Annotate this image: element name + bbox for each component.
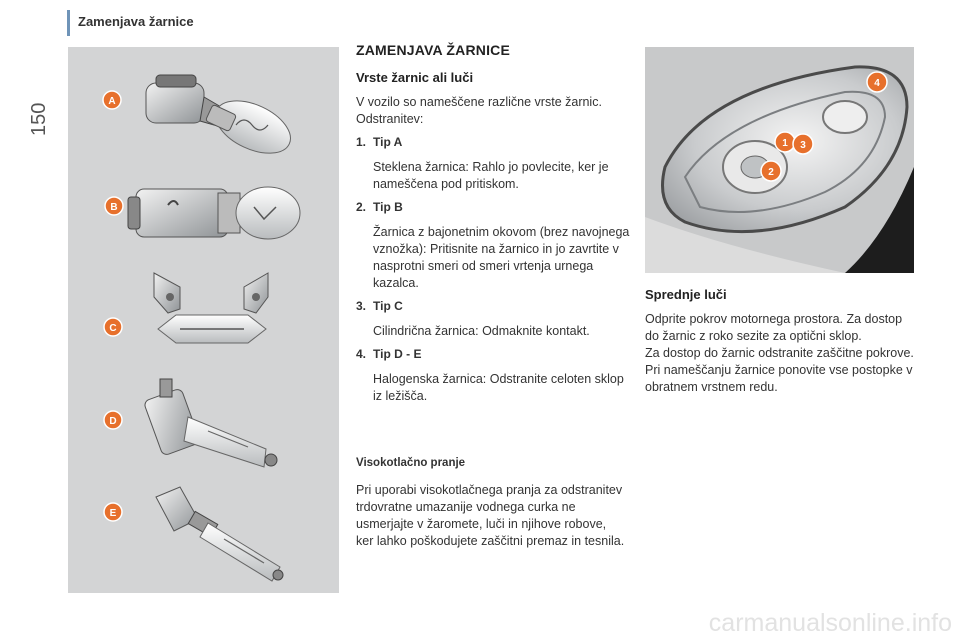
bulb-label-c	[104, 318, 122, 336]
bulb-a-illustration	[146, 75, 299, 164]
bulb-label-b	[105, 197, 123, 215]
bulb-label-a	[103, 91, 121, 109]
watermark: carmanualsonline.info	[708, 609, 952, 637]
list-item	[356, 134, 631, 193]
list-item	[356, 199, 631, 292]
headlight-photo	[645, 47, 914, 273]
type-name: Tip B	[373, 200, 403, 214]
intro-paragraph: V vozilo so nameščene različne vrste žarnic. Odstranitev:	[356, 95, 602, 126]
svg-text:1: 1	[782, 138, 788, 149]
bulb-c-illustration	[154, 273, 268, 343]
type-name: Tip D - E	[373, 347, 422, 361]
header-accent-bar	[67, 10, 70, 36]
type-name: Tip C	[373, 299, 403, 313]
section-title: ZAMENJAVA ŽARNICE	[356, 42, 511, 58]
svg-text:B: B	[110, 202, 118, 213]
headlight-illustration	[645, 47, 914, 273]
type-number: 1.	[356, 135, 367, 149]
bulb-label-d	[104, 411, 122, 429]
page-header-title: Zamenjava žarnice	[78, 14, 194, 29]
main-text-column	[356, 42, 631, 405]
type-number: 3.	[356, 299, 367, 313]
bulb-b-illustration	[128, 187, 300, 239]
type-description: Halogenska žarnica: Odstranite celoten sklop iz ležišča.	[373, 372, 624, 403]
type-number: 4.	[356, 347, 367, 361]
type-description: Žarnica z bajonetnim okovom (brez navojnega vznožka): Pritisnite na žarnico in jo zavrtite v nasprotni smeri od smeri vrtenja urnega kazalca.	[373, 225, 630, 290]
front-lights-paragraph-1: Odprite pokrov motornega prostora. Za dostop do žarnic z roko sezite za optični sklop.	[645, 312, 903, 343]
page-number: 150	[28, 102, 50, 136]
subsection-title: Vrste žarnic ali luči	[356, 70, 474, 85]
svg-text:3: 3	[800, 140, 806, 151]
type-description: Steklena žarnica: Rahlo jo povlecite, ker je nameščena pod pritiskom.	[373, 160, 609, 191]
type-number: 2.	[356, 200, 367, 214]
front-lights-title: Sprednje luči	[645, 287, 727, 302]
list-item	[356, 298, 631, 340]
note-title: Visokotlačno pranje	[356, 457, 466, 469]
svg-text:A: A	[108, 96, 116, 107]
svg-text:E: E	[109, 508, 117, 519]
front-lights-paragraph-3: Pri nameščanju žarnice ponovite vse postopke v obratnem vrstnem redu.	[645, 363, 913, 394]
type-description: Cilindrična žarnica: Odmaknite kontakt.	[373, 324, 590, 338]
svg-text:C: C	[109, 323, 117, 334]
bulb-illustrations	[68, 47, 339, 593]
type-name: Tip A	[373, 135, 403, 149]
list-item	[356, 346, 631, 405]
high-pressure-wash-note	[356, 455, 626, 550]
front-lights-section	[645, 286, 915, 396]
bulb-illustration-panel	[68, 47, 339, 593]
bulb-d-illustration	[143, 379, 277, 467]
svg-text:2: 2	[768, 167, 774, 178]
bulb-e-illustration	[156, 487, 283, 581]
front-lights-paragraph-2: Za dostop do žarnic odstranite zaščitne pokrove.	[645, 346, 914, 360]
bulb-type-list	[356, 134, 631, 405]
svg-text:D: D	[109, 416, 117, 427]
note-text: Pri uporabi visokotlačnega pranja za odstranitev trdovratne umazanije vodnega curka ne usmerjajte v žaromete, luči in njihove robove, ker lahko poškodujete zaščitni premaz in tesnila.	[356, 483, 625, 548]
svg-text:4: 4	[874, 78, 880, 89]
bulb-label-e	[104, 503, 122, 521]
